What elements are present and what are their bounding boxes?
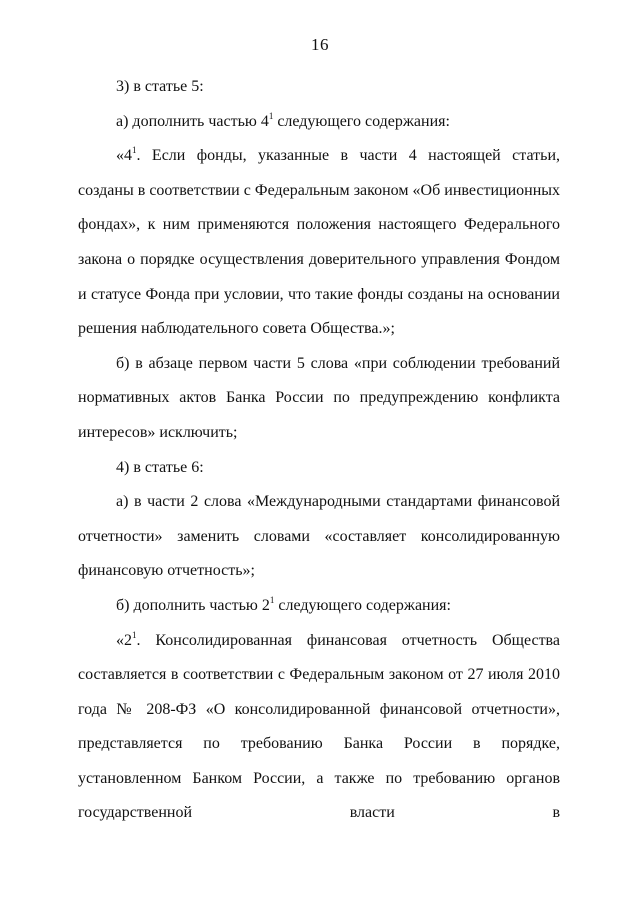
paragraph-part-2-amendment — [78, 485, 560, 589]
paragraph-text: «4 — [116, 147, 132, 165]
paragraph-text: «2 — [116, 631, 132, 649]
paragraph-text: . Если фонды, указанные в части 4 настоящей статьи, созданы в соответствии с Федеральным законом «Об инвестиционных фондах», к ним применяются положения настоящего Федерального закона о порядке осуществления доверительного управления Фондом и статусе Фонда при условии, что такие фонды созданы на основании решения наблюдательного совета Общества.»; — [78, 147, 560, 338]
paragraph-part-4-1-text — [78, 139, 560, 347]
superscript: 1 — [268, 110, 274, 121]
paragraph-text: а) дополнить частью 4 — [116, 112, 269, 130]
superscript: 1 — [132, 145, 137, 156]
paragraph-text: а) в части 2 слова «Международными стандартами финансовой отчетности» заменить словами «составляет консолидированную финансовую отчетность»; — [78, 493, 560, 580]
paragraph-part-2-1-text — [78, 624, 560, 832]
paragraph-article-6-heading — [78, 451, 560, 486]
paragraph-text: 4) в статье 6: — [116, 458, 204, 476]
paragraph-text: 3) в статье 5: — [116, 78, 204, 95]
document-body — [78, 70, 560, 831]
paragraph-text: б) дополнить частью 2 — [116, 596, 270, 614]
superscript: 1 — [132, 629, 137, 640]
paragraph-text: . Консолидированная финансовая отчетность Общества составляется в соответствии с Федеральным законом от 27 июля 2010 года № 208-ФЗ «О консолидированной финансовой отчетности», представляется по требованию Банка России в порядке, установленном Банком России, а также по требованию органов государственной власти в — [78, 631, 560, 822]
paragraph-part-5-amendment — [78, 347, 560, 451]
paragraph-text: следующего содержания: — [274, 596, 451, 614]
paragraph-add-part-4-1 — [78, 105, 560, 140]
paragraph-article-5-heading — [78, 70, 560, 105]
paragraph-text: следующего содержания: — [273, 112, 450, 130]
paragraph-add-part-2-1 — [78, 589, 560, 624]
paragraph-text: б) в абзаце первом части 5 слова «при соблюдении требований нормативных актов Банка России по предупреждению конфликта интересов» исключить; — [78, 354, 560, 441]
superscript: 1 — [269, 594, 275, 605]
page-number: 16 — [311, 35, 329, 54]
